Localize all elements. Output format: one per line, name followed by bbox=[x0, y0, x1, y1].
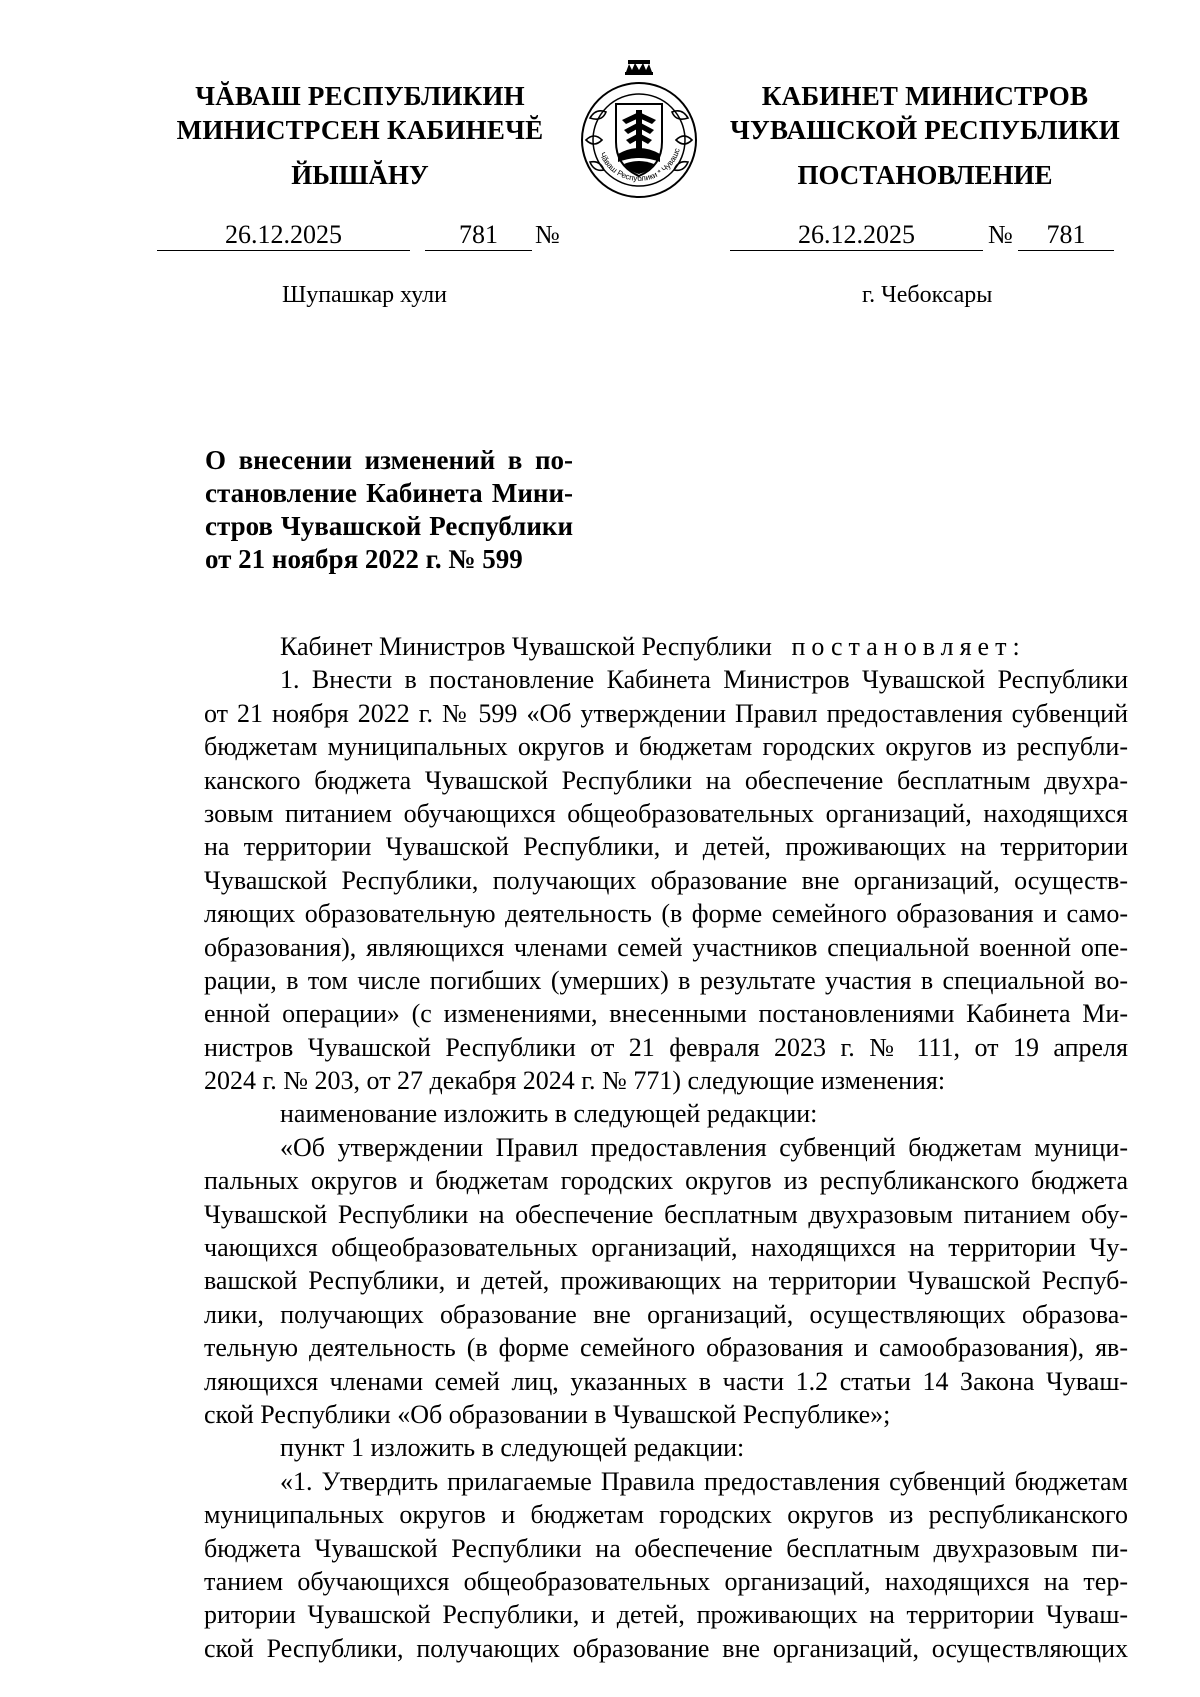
body-intro-lead: Кабинет Министров Чувашской Республики bbox=[280, 632, 772, 661]
date-left-field: 26.12.2025 bbox=[157, 220, 410, 251]
body-line: лики, получающих образование вне организаций, осуществляющих образова- bbox=[204, 1299, 1128, 1329]
body-line: Чувашской Республики на обеспечение бесплатным двухразовым питанием обу- bbox=[204, 1199, 1128, 1229]
number-right-sign: № bbox=[988, 220, 1013, 249]
subject-line-1: О внесении изменений в по- bbox=[205, 445, 573, 475]
subject-line-2: становление Кабинета Мини- bbox=[205, 478, 573, 508]
header-left-chuvash bbox=[170, 79, 550, 147]
emblem-ring-text: Чăваш Республики * Чувашс bbox=[597, 147, 682, 183]
header-right-russian bbox=[720, 79, 1130, 147]
body-intro-line bbox=[204, 630, 1128, 663]
date-right-field: 26.12.2025 bbox=[730, 220, 983, 251]
body-intro-verb: постановляет: bbox=[791, 632, 1026, 661]
body-line: канского бюджета Чувашской Республики на обеспечение бесплатным двухра- bbox=[204, 765, 1128, 795]
body-line: Чувашской Республики, получающих образование вне организаций, осуществ- bbox=[204, 865, 1128, 895]
document-body bbox=[204, 630, 1128, 1665]
place-russian: г. Чебоксары bbox=[862, 282, 993, 308]
body-line: тельную деятельность (в форме семейного образования и самообразования), яв- bbox=[204, 1333, 1128, 1363]
document-subject bbox=[205, 444, 573, 576]
body-line: наименование изложить в следующей редакции: bbox=[280, 1099, 818, 1129]
body-line: ляющих образовательную деятельность (в форме семейного образования и само- bbox=[204, 899, 1128, 929]
number-left-sign: № bbox=[535, 220, 560, 249]
date-number-row bbox=[0, 220, 1200, 250]
number-right-field: 781 bbox=[1018, 220, 1114, 251]
place-chuvash: Шупашкар хули bbox=[282, 282, 447, 308]
chuvash-republic-emblem-icon bbox=[568, 58, 710, 200]
header-right-line-2: ЧУВАШСКОЙ РЕСПУБЛИКИ bbox=[730, 115, 1120, 145]
body-line: «Об утверждении Правил предоставления субвенций бюджетам муници- bbox=[280, 1132, 1128, 1162]
body-line: енной операции» (с изменениями, внесенными постановлениями Кабинета Ми- bbox=[204, 999, 1128, 1029]
body-line: вашской Республики, и детей, проживающих на территории Чувашской Респуб- bbox=[204, 1266, 1128, 1296]
body-line: нистров Чувашской Республики от 21 февраля 2023 г. № 111, от 19 апреля bbox=[204, 1032, 1128, 1062]
body-line: пальных округов и бюджетам городских округов из республиканского бюджета bbox=[204, 1166, 1128, 1196]
body-line: ритории Чувашской Республики, и детей, проживающих на территории Чуваш- bbox=[204, 1600, 1128, 1630]
body-line: танием обучающихся общеобразовательных организаций, находящихся на тер- bbox=[204, 1566, 1128, 1596]
body-line: пункт 1 изложить в следующей редакции: bbox=[280, 1433, 745, 1463]
body-line: «1. Утвердить прилагаемые Правила предоставления субвенций бюджетам bbox=[280, 1466, 1128, 1496]
body-line: муниципальных округов и бюджетам городских округов из республиканского bbox=[204, 1500, 1128, 1530]
body-line: на территории Чувашской Республики, и детей, проживающих на территории bbox=[204, 832, 1128, 862]
body-line: бюджетам муниципальных округов и бюджетам городских округов из республи- bbox=[204, 732, 1128, 762]
body-line: 2024 г. № 203, от 27 декабря 2024 г. № 771) следующие изменения: bbox=[204, 1066, 946, 1096]
doc-type-chuvash: ЙЫШĂНУ bbox=[291, 160, 429, 190]
number-left-field: 781 bbox=[425, 220, 532, 251]
header-right-line-1: КАБИНЕТ МИНИСТРОВ bbox=[761, 81, 1089, 111]
body-line: 1. Внести в постановление Кабинета Министров Чувашской Республики bbox=[280, 665, 1128, 695]
header-left-line-1: ЧĂВАШ РЕСПУБЛИКИН bbox=[195, 81, 525, 111]
body-line: ской Республики, получающих образование вне организаций, осуществляющих bbox=[204, 1633, 1128, 1663]
body-line: образования), являющихся членами семей участников специальной военной опе- bbox=[204, 932, 1128, 962]
doc-type-russian: ПОСТАНОВЛЕНИЕ bbox=[797, 160, 1053, 190]
header-left-line-2: МИНИСТРСЕН КАБИНЕЧĔ bbox=[176, 115, 544, 145]
body-line: рации, в том числе погибших (умерших) в результате участия в специальной во- bbox=[204, 965, 1128, 995]
subject-line-4: от 21 ноября 2022 г. № 599 bbox=[205, 544, 523, 574]
subject-line-3: стров Чувашской Республики bbox=[205, 511, 573, 541]
body-line: от 21 ноября 2022 г. № 599 «Об утверждении Правил предоставления субвенций bbox=[204, 698, 1128, 728]
body-line: бюджета Чувашской Республики на обеспечение бесплатным двухразовым пи- bbox=[204, 1533, 1128, 1563]
body-line: зовым питанием обучающихся общеобразовательных организаций, находящихся bbox=[204, 798, 1128, 828]
body-line: ляющихся членами семей лиц, указанных в части 1.2 статьи 14 Закона Чуваш- bbox=[204, 1366, 1128, 1396]
body-line: ской Республики «Об образовании в Чувашской Республике»; bbox=[204, 1399, 891, 1429]
body-line: чающихся общеобразовательных организаций, находящихся на территории Чу- bbox=[204, 1233, 1128, 1263]
